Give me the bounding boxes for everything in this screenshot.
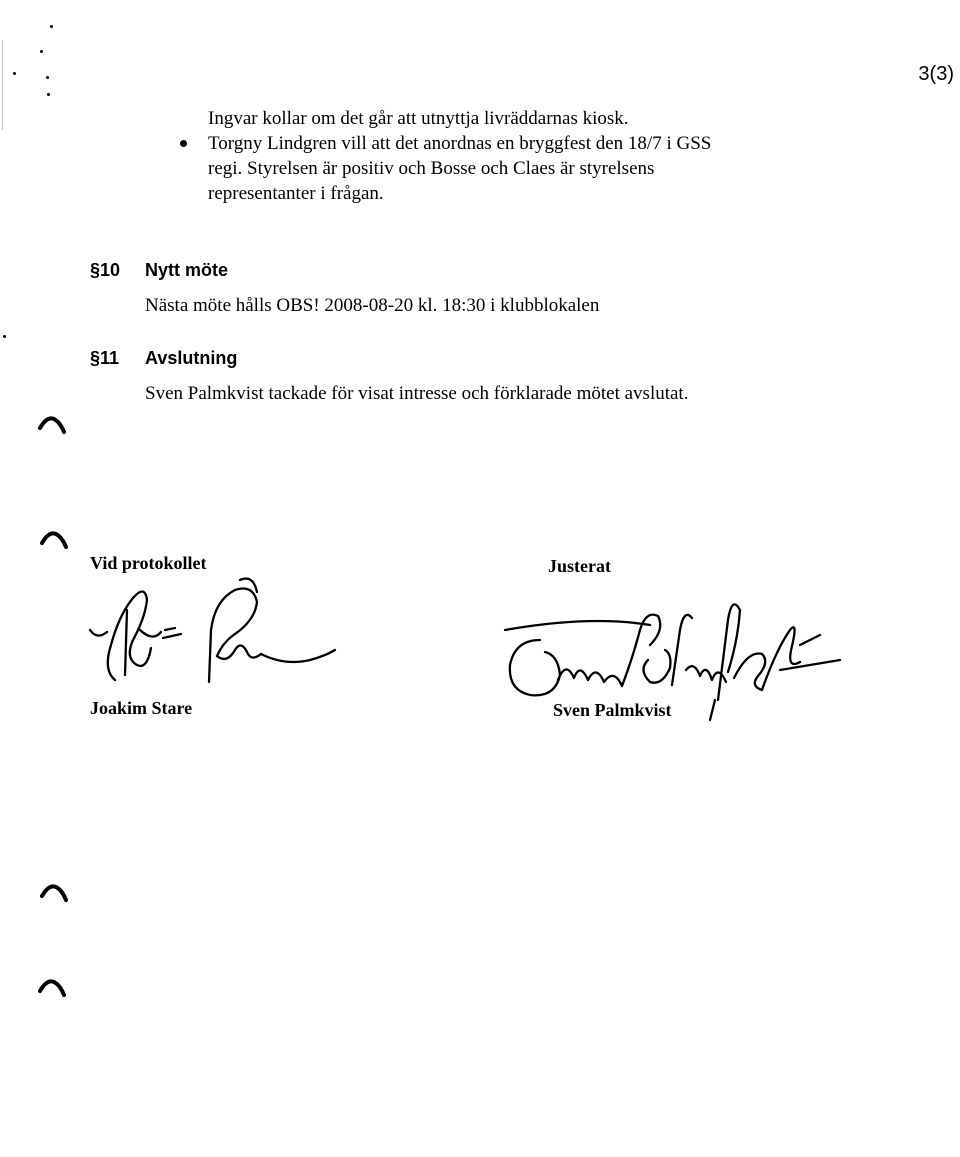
signature-label-right: Justerat (548, 556, 611, 576)
bullet-text-line: Torgny Lindgren vill att det anordnas en bryggfest den 18/7 i GSS (208, 133, 712, 154)
punch-hole-mark (40, 880, 68, 902)
signatory-name-left: Joakim Stare (90, 698, 193, 718)
bullet-text-line: regi. Styrelsen är positiv och Bosse och Claes är styrelsens (208, 158, 655, 179)
section-body: Sven Palmkvist tackade för visat intresse och förklarade mötet avslutat. (145, 383, 689, 404)
section-number: §10 (90, 260, 121, 280)
margin-dot (46, 76, 49, 79)
bullet-text-line: representanter i frågan. (208, 183, 384, 204)
margin-dot (13, 72, 16, 75)
punch-hole-mark (38, 975, 66, 997)
bullet-icon (180, 140, 187, 147)
section-title: Nytt möte (145, 260, 229, 280)
section-body: Nästa möte hålls OBS! 2008-08-20 kl. 18:30 i klubblokalen (145, 295, 600, 316)
signature-label-left: Vid protokollet (90, 553, 207, 573)
margin-dot (50, 25, 53, 28)
margin-dot (47, 93, 50, 96)
section-title: Avslutning (145, 348, 238, 368)
margin-dot (3, 335, 6, 338)
punch-hole-mark (38, 412, 66, 434)
handwritten-signature-left (85, 570, 340, 685)
page-number: 3(3) (918, 63, 954, 85)
section-number: §11 (90, 348, 120, 368)
margin-dot (40, 50, 43, 53)
signatory-name-right: Sven Palmkvist (553, 700, 672, 720)
left-edge-line (2, 40, 3, 130)
punch-hole-mark (40, 527, 68, 549)
intro-line: Ingvar kollar om det går att utnyttja livräddarnas kiosk. (208, 108, 629, 129)
